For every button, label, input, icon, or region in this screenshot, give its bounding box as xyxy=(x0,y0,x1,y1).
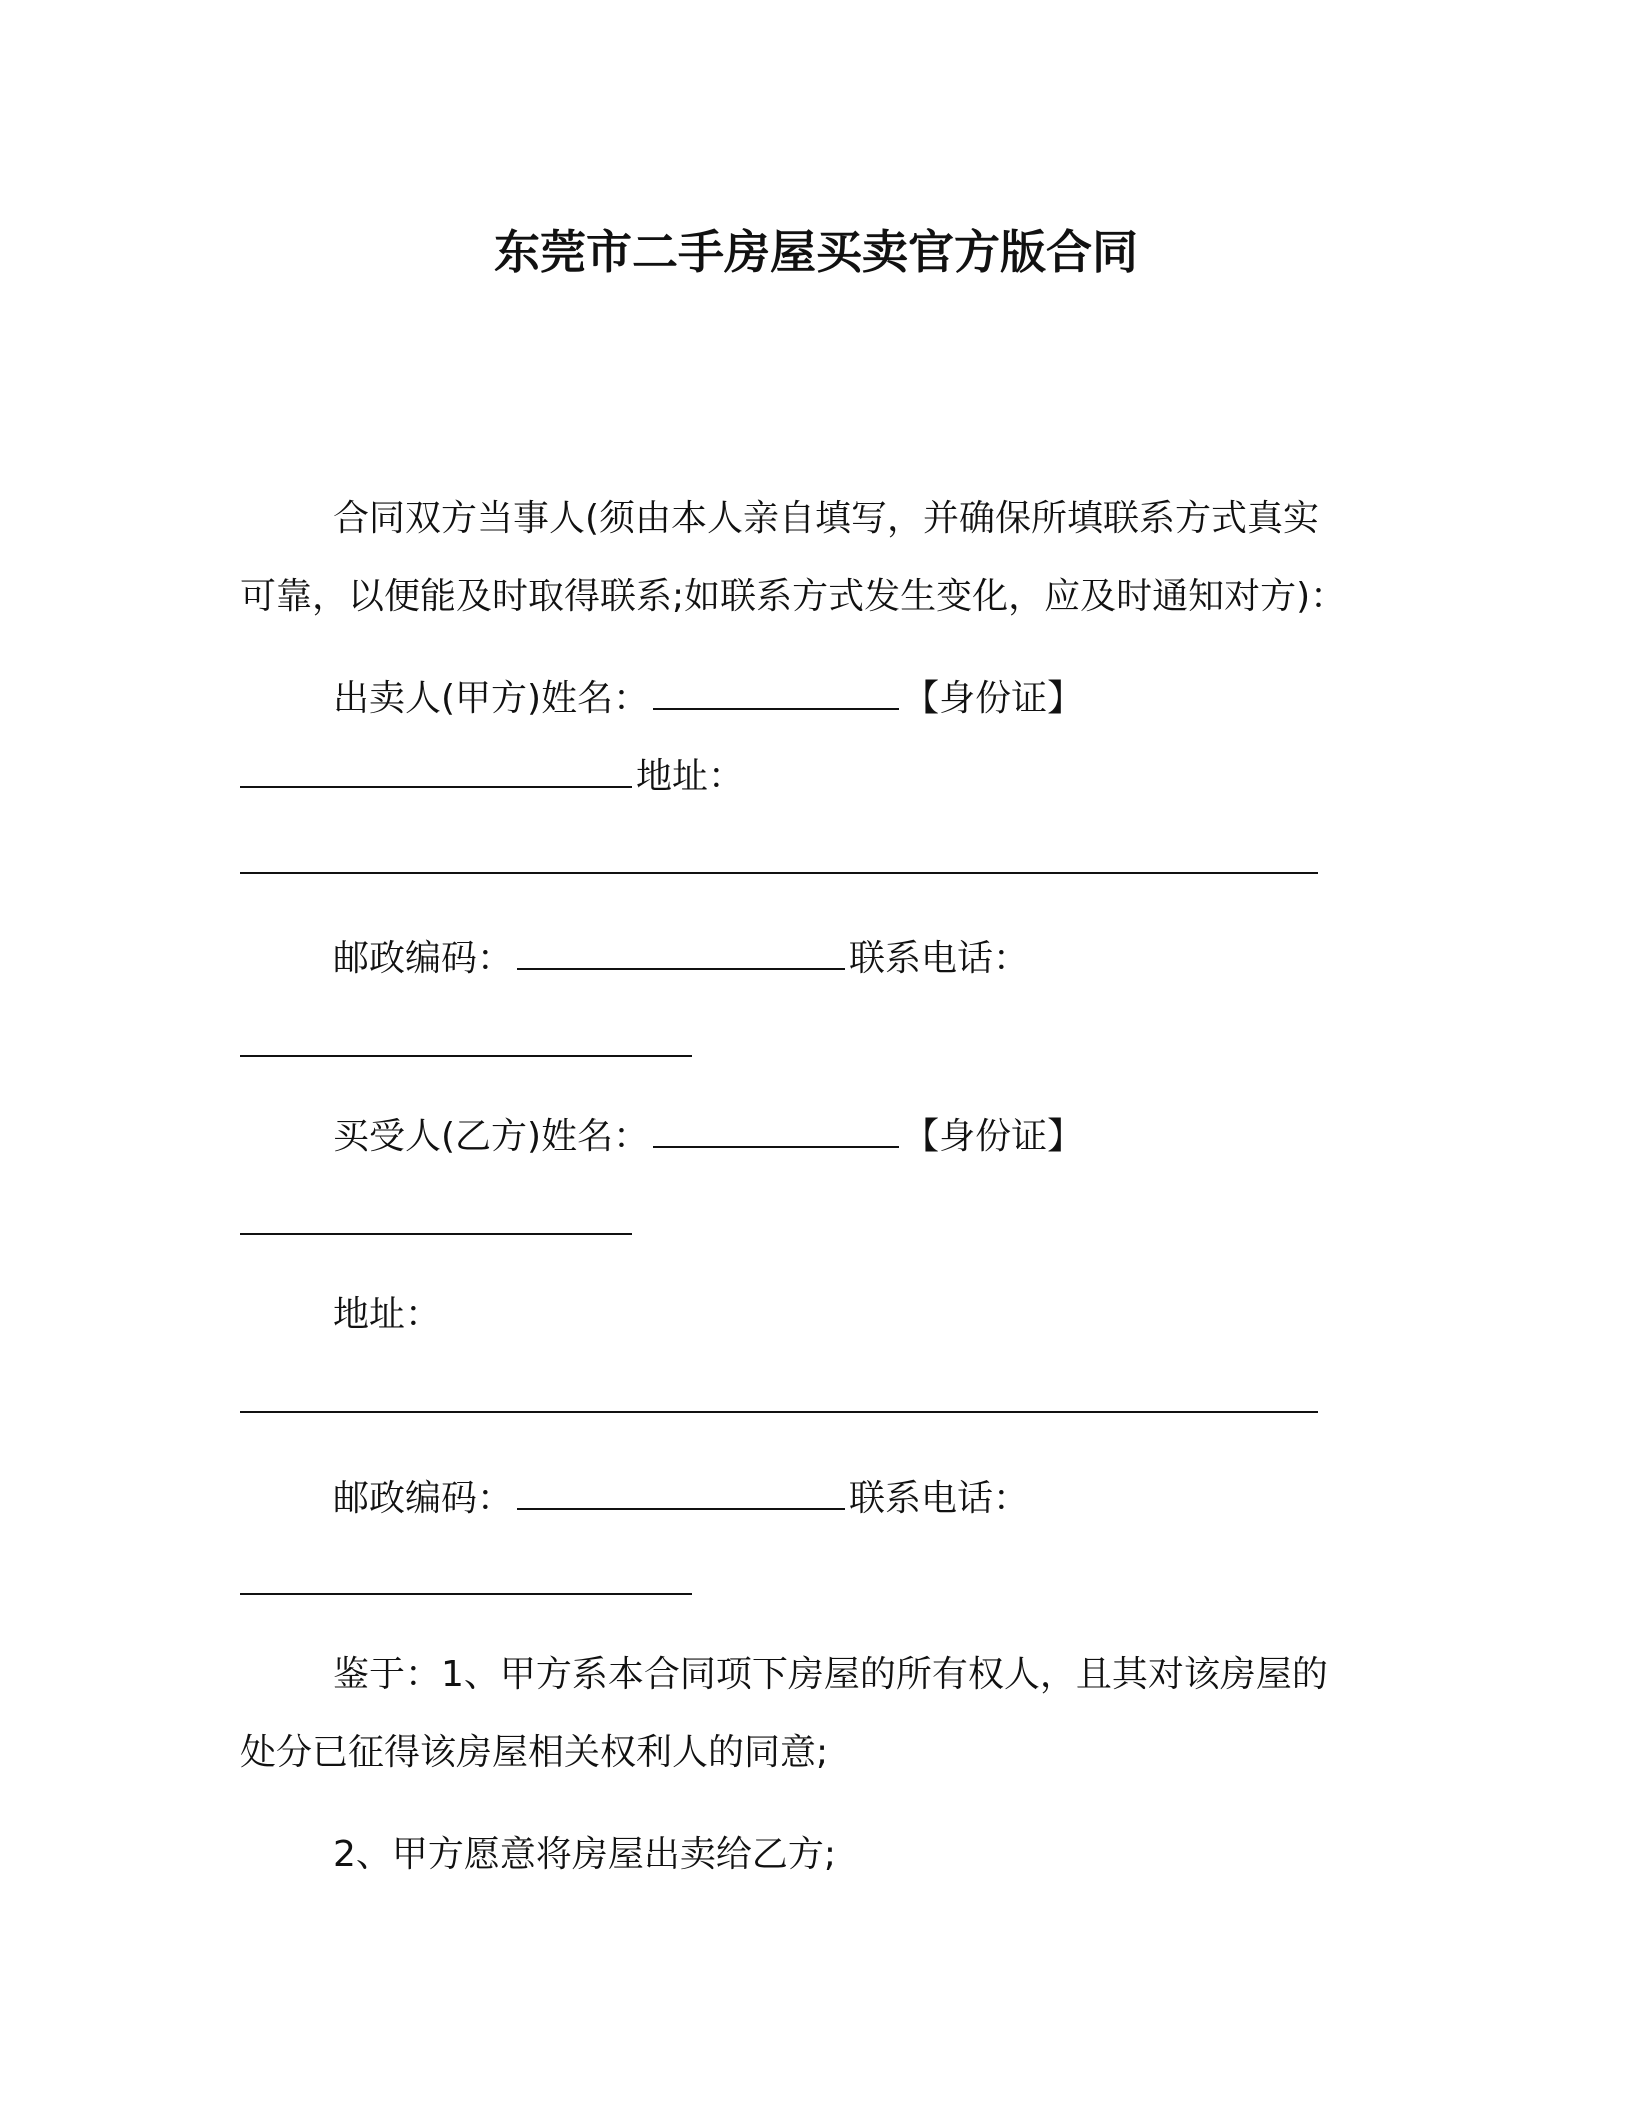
seller-phone-field[interactable] xyxy=(240,1055,692,1057)
buyer-name-row xyxy=(333,1112,1083,1162)
whereas-item-2: 2、甲方愿意将房屋出卖给乙方; xyxy=(333,1834,837,1875)
seller-postcode-label: 邮政编码： xyxy=(333,938,514,979)
buyer-phone-field[interactable] xyxy=(240,1593,692,1595)
seller-contact-row xyxy=(333,934,1029,984)
whereas-line-1: 鉴于：1、甲方系本合同项下房屋的所有权人，且其对该房屋的 xyxy=(333,1654,1328,1695)
buyer-postcode-label: 邮政编码： xyxy=(333,1478,514,1519)
seller-name-label: 出卖人(甲方)姓名： xyxy=(333,678,650,719)
buyer-id-field[interactable] xyxy=(240,1233,632,1235)
seller-phone-label: 联系电话： xyxy=(849,938,1030,979)
document-title: 东莞市二手房屋买卖官方版合同 xyxy=(494,225,1138,279)
buyer-id-label: 【身份证】 xyxy=(903,1116,1084,1157)
buyer-postcode-field[interactable] xyxy=(517,1474,845,1510)
seller-address-field[interactable] xyxy=(240,872,1318,874)
seller-id-label: 【身份证】 xyxy=(903,678,1084,719)
parties-intro-line-1: 合同双方当事人(须由本人亲自填写，并确保所填联系方式真实 xyxy=(333,498,1320,539)
buyer-phone-label: 联系电话： xyxy=(849,1478,1030,1519)
seller-id-row xyxy=(240,752,744,802)
seller-id-field[interactable] xyxy=(240,752,632,788)
whereas-line-2: 处分已征得该房屋相关权利人的同意; xyxy=(240,1732,829,1773)
parties-intro-line-2: 可靠，以便能及时取得联系;如联系方式发生变化，应及时通知对方)： xyxy=(240,576,1347,617)
buyer-address-field[interactable] xyxy=(240,1411,1318,1413)
buyer-contact-row xyxy=(333,1474,1029,1524)
buyer-name-field[interactable] xyxy=(653,1112,899,1148)
buyer-name-label: 买受人(乙方)姓名： xyxy=(333,1116,650,1157)
seller-address-label: 地址： xyxy=(636,756,745,797)
seller-name-field[interactable] xyxy=(653,674,899,710)
seller-name-row xyxy=(333,674,1083,724)
seller-postcode-field[interactable] xyxy=(517,934,845,970)
buyer-address-label: 地址： xyxy=(333,1294,442,1335)
